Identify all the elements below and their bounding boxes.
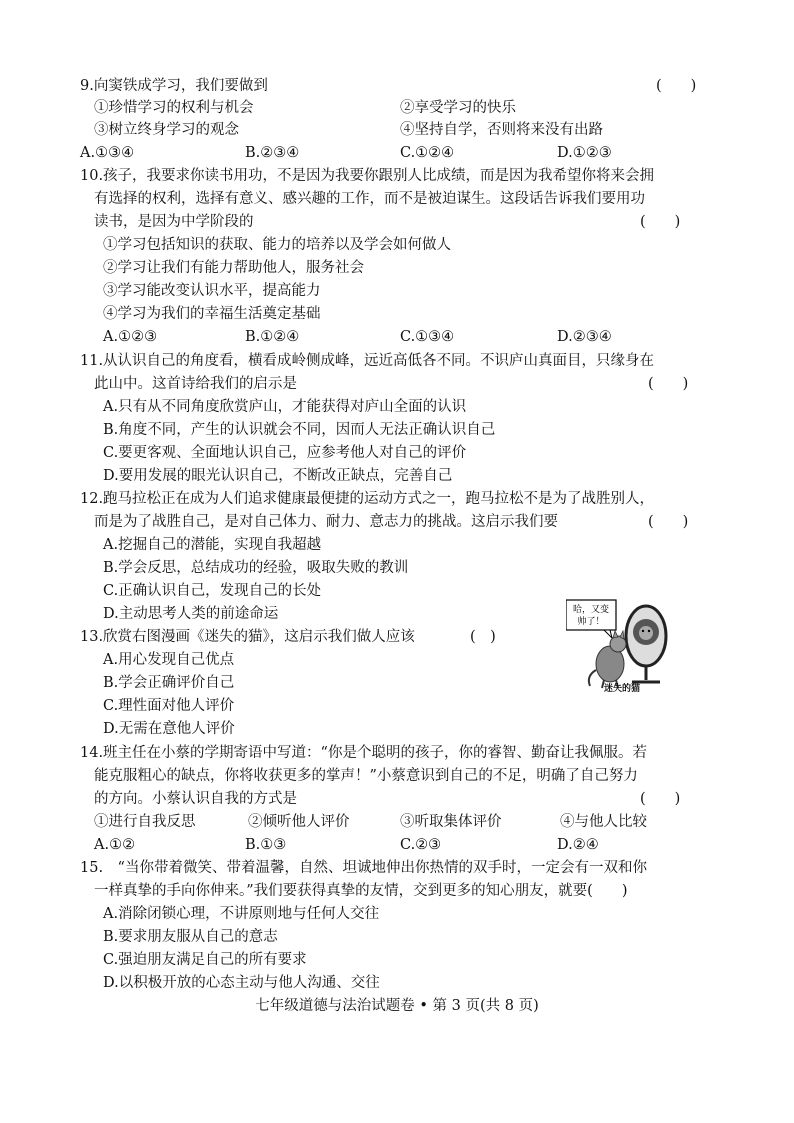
cat-icon [589,631,626,688]
speech-text-line-2: 帅了！ [577,617,605,627]
q15-stem-line-1: 15. “当你带着微笑、带着温馨，自然、坦诚地伸出你热情的双手时，一定会有一双和你 [80,860,647,876]
q15-option-d: D.以积极开放的心态主动与他人沟通、交往 [103,975,380,991]
q10-stem-line-3: 读书，是因为中学阶段的 [94,214,254,230]
q14-stem-line-1: 14.班主任在小蔡的学期寄语中写道：“你是个聪明的孩子，你的睿智、勤奋让我佩服。若 [80,745,647,761]
q14-option-c: C.②③ [400,837,442,853]
speech-text-line-1: 哈，又变 [572,605,610,615]
q9-item-3: ③树立终身学习的观念 [94,122,239,138]
q9-answer-paren: ( ) [656,78,697,94]
q14-item-2: ②倾听他人评价 [248,814,350,830]
q9-item-2: ②享受学习的快乐 [400,100,516,116]
q11-stem-line-1: 11.从认识自己的角度看，横看成岭侧成峰，远近高低各不同。不识庐山真面目，只缘身在 [80,353,655,369]
q10-item-3: ③学习能改变认识水平，提高能力 [103,283,321,299]
q13-stem-line-1: 13.欣赏右图漫画《迷失的猫》，这启示我们做人应该 [80,629,415,645]
q9-item-4: ④坚持自学，否则将来没有出路 [400,122,603,138]
q13-option-c: C.理性面对他人评价 [103,698,235,714]
q11-option-b: B.角度不同，产生的认识就会不同，因而人无法正确认识自己 [103,422,496,438]
q12-stem-line-2: 而是为了战胜自己，是对自己体力、耐力、意志力的挑战。这启示我们要 [94,514,558,530]
q15-option-c: C.强迫朋友满足自己的所有要求 [103,952,307,968]
q14-stem-line-2: 能克服粗心的缺点，你将收获更多的掌声！”小蔡意识到自己的不足，明确了自己努力 [94,768,638,784]
q14-item-4: ④与他人比较 [560,814,647,830]
q9-item-1: ①珍惜学习的权利与机会 [94,100,254,116]
page-footer: 七年级道德与法治试题卷 • 第 3 页(共 8 页) [255,998,539,1014]
q9-stem-line-1: 9.向窦铁成学习，我们要做到 [80,78,268,94]
q11-answer-paren: ( ) [648,376,689,392]
q10-item-2: ②学习让我们有能力帮助他人，服务社会 [103,260,364,276]
q9-option-c: C.①②④ [400,145,455,161]
q13-option-d: D.无需在意他人评价 [103,721,235,737]
q11-option-c: C.要更客观、全面地认识自己，应参考他人对自己的评价 [103,445,467,461]
q14-option-a: A.①② [94,837,136,853]
q14-option-d: D.②④ [557,837,599,853]
q12-option-c: C.正确认识自己，发现自己的长处 [103,583,322,599]
q12-answer-paren: ( ) [648,514,689,530]
q11-option-d: D.要用发展的眼光认识自己，不断改正缺点，完善自己 [103,468,453,484]
q10-option-c: C.①③④ [400,329,455,345]
q10-answer-paren: ( ) [640,214,681,230]
q10-option-b: B.①②④ [245,329,300,345]
q10-stem-line-1: 10.孩子，我要求你读书用功，不是因为我要你跟别人比成绩，而是因为我希望你将来会拥 [80,168,655,184]
cartoon-caption: 迷失的猫 [604,684,641,694]
q10-stem-line-2: 有选择的权利，选择有意义、感兴趣的工作，而不是被迫谋生。这段话告诉我们要用功 [94,191,645,207]
q13-option-b: B.学会正确评价自己 [103,675,235,691]
q10-item-4: ④学习为我们的幸福生活奠定基础 [103,306,321,322]
q10-item-1: ①学习包括知识的获取、能力的培养以及学会如何做人 [103,237,451,253]
q9-option-d: D.①②③ [557,145,612,161]
q14-item-1: ①进行自我反思 [94,814,196,830]
q11-option-a: A.只有从不同角度欣赏庐山，才能获得对庐山全面的认识 [103,399,467,415]
q12-option-d: D.主动思考人类的前途命运 [103,606,279,622]
q15-stem-line-2: 一样真挚的手向你伸来。”我们要获得真挚的友情，交到更多的知心朋友，就要( ) [94,883,628,899]
q14-item-3: ③听取集体评价 [400,814,502,830]
q9-option-a: A.①③④ [80,145,135,161]
q15-option-b: B.要求朋友服从自己的意志 [103,929,278,945]
q14-stem-line-3: 的方向。小蔡认识自我的方式是 [94,791,297,807]
q15-option-a: A.消除闭锁心理，不讲原则地与任何人交往 [103,906,380,922]
lion-reflection-icon [633,619,659,645]
q9-option-b: B.②③④ [245,145,300,161]
q12-option-b: B.学会反思，总结成功的经验，吸取失败的教训 [103,560,409,576]
q14-answer-paren: ( ) [640,791,681,807]
q12-option-a: A.挖掘自己的潜能，实现自我超越 [103,537,322,553]
q14-option-b: B.①③ [245,837,287,853]
q13-answer-paren: ( ) [470,629,496,645]
speech-bubble [566,600,616,638]
q11-stem-line-2: 此山中。这首诗给我们的启示是 [94,376,297,392]
q10-option-d: D.②③④ [557,329,612,345]
q13-option-a: A.用心发现自己优点 [103,652,235,668]
q10-option-a: A.①②③ [103,329,158,345]
q12-stem-line-1: 12.跑马拉松正在成为人们追求健康最便捷的运动方式之一，跑马拉松不是为了战胜别人， [80,491,655,507]
